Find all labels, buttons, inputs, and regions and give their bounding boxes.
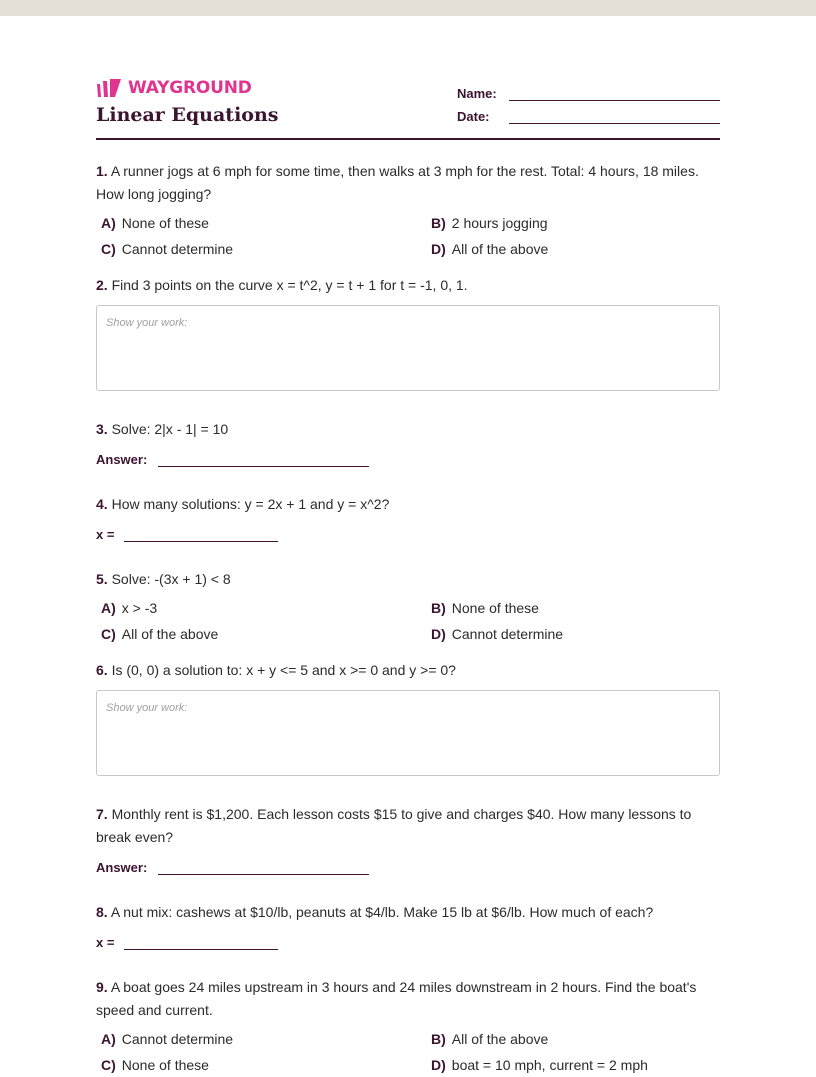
worksheet-header: [96, 78, 720, 140]
question-text: Solve: -(3x + 1) < 8: [111, 571, 231, 587]
choice-b[interactable]: [431, 1028, 725, 1051]
choice-d[interactable]: [431, 1054, 725, 1077]
choices-q9: [96, 1028, 720, 1077]
answer-label: x =: [96, 527, 115, 542]
work-area[interactable]: [96, 690, 720, 776]
choice-d[interactable]: [431, 238, 725, 261]
top-margin-bar: [0, 0, 816, 16]
choice-text: x > -3: [121, 600, 158, 616]
choice-text: Cannot determine: [121, 241, 234, 257]
choice-letter: C): [101, 1057, 116, 1073]
question-4: [96, 493, 720, 516]
date-input-line[interactable]: [509, 109, 720, 124]
choice-text: Cannot determine: [121, 1031, 234, 1047]
choice-c[interactable]: [101, 623, 431, 646]
choice-letter: B): [431, 215, 446, 231]
answer-label: Answer:: [96, 452, 148, 467]
question-text: Find 3 points on the curve x = t^2, y = t + 1 for t = -1, 0, 1.: [111, 277, 468, 293]
choice-d[interactable]: [431, 623, 725, 646]
work-area[interactable]: [96, 305, 720, 391]
choice-a[interactable]: [101, 212, 431, 235]
question-5: [96, 568, 720, 591]
choice-b[interactable]: [431, 212, 725, 235]
question-9: [96, 976, 720, 1022]
question-list: [96, 160, 720, 1077]
question-1: [96, 160, 720, 206]
question-text: Monthly rent is $1,200. Each lesson costs $15 to give and charges $40. How many lessons to break even?: [96, 806, 692, 845]
choice-letter: C): [101, 241, 116, 257]
question-number: 8.: [96, 904, 108, 920]
choice-text: 2 hours jogging: [451, 215, 548, 231]
choice-text: None of these: [451, 600, 539, 616]
choice-letter: D): [431, 626, 446, 642]
choice-text: None of these: [121, 1057, 209, 1073]
answer-label: x =: [96, 935, 115, 950]
question-text: Is (0, 0) a solution to: x + y <= 5 and x >= 0 and y >= 0?: [111, 662, 456, 678]
question-3: [96, 418, 720, 441]
choice-letter: D): [431, 1057, 446, 1073]
choice-letter: A): [101, 1031, 116, 1047]
answer-row: [96, 855, 720, 875]
question-number: 3.: [96, 421, 108, 437]
work-placeholder: Show your work:: [106, 702, 188, 714]
question-number: 6.: [96, 662, 108, 678]
brand: [96, 78, 252, 98]
question-7: [96, 803, 720, 849]
choice-letter: C): [101, 626, 116, 642]
wayground-logo-icon: [96, 78, 126, 98]
answer-row: [96, 930, 720, 950]
question-8: [96, 901, 720, 924]
choice-text: All of the above: [451, 241, 549, 257]
work-placeholder: Show your work:: [106, 317, 188, 329]
name-input-line[interactable]: [509, 86, 720, 101]
brand-name: WAYGROUND: [128, 78, 252, 98]
answer-line[interactable]: [124, 937, 278, 950]
choices-q5: [96, 597, 720, 646]
question-number: 7.: [96, 806, 108, 822]
question-number: 4.: [96, 496, 108, 512]
choice-b[interactable]: [431, 597, 725, 620]
student-fields: [457, 78, 720, 124]
choice-c[interactable]: [101, 1054, 431, 1077]
question-6: [96, 659, 720, 682]
choice-letter: A): [101, 600, 116, 616]
choice-a[interactable]: [101, 597, 431, 620]
answer-line[interactable]: [158, 862, 369, 875]
name-field: [457, 78, 720, 101]
question-text: A boat goes 24 miles upstream in 3 hours and 24 miles downstream in 2 hours. Find the boat's speed and current.: [96, 979, 697, 1018]
name-label: Name:: [457, 86, 497, 101]
choice-text: None of these: [121, 215, 209, 231]
page-title: Linear Equations: [96, 104, 279, 126]
worksheet-page: [96, 78, 720, 1073]
answer-row: [96, 522, 720, 542]
question-number: 1.: [96, 163, 108, 179]
answer-label: Answer:: [96, 860, 148, 875]
question-text: How many solutions: y = 2x + 1 and y = x^2?: [111, 496, 390, 512]
question-text: A nut mix: cashews at $10/lb, peanuts at $4/lb. Make 15 lb at $6/lb. How much of each?: [110, 904, 654, 920]
choice-text: All of the above: [451, 1031, 549, 1047]
question-text: Solve: 2|x - 1| = 10: [111, 421, 229, 437]
date-field: [457, 101, 720, 124]
choice-letter: A): [101, 215, 116, 231]
question-number: 9.: [96, 979, 108, 995]
choice-letter: B): [431, 600, 446, 616]
answer-line[interactable]: [124, 529, 278, 542]
choice-c[interactable]: [101, 238, 431, 261]
date-label: Date:: [457, 109, 490, 124]
answer-line[interactable]: [158, 454, 369, 467]
choice-text: All of the above: [121, 626, 219, 642]
choice-text: Cannot determine: [451, 626, 564, 642]
choices-q1: [96, 212, 720, 261]
choice-letter: B): [431, 1031, 446, 1047]
choice-a[interactable]: [101, 1028, 431, 1051]
choice-letter: D): [431, 241, 446, 257]
question-2: [96, 274, 720, 297]
question-number: 2.: [96, 277, 108, 293]
choice-text: boat = 10 mph, current = 2 mph: [451, 1057, 648, 1073]
question-text: A runner jogs at 6 mph for some time, then walks at 3 mph for the rest. Total: 4 hours, 18 miles. How long jogging?: [96, 163, 699, 202]
answer-row: [96, 447, 720, 467]
question-number: 5.: [96, 571, 108, 587]
